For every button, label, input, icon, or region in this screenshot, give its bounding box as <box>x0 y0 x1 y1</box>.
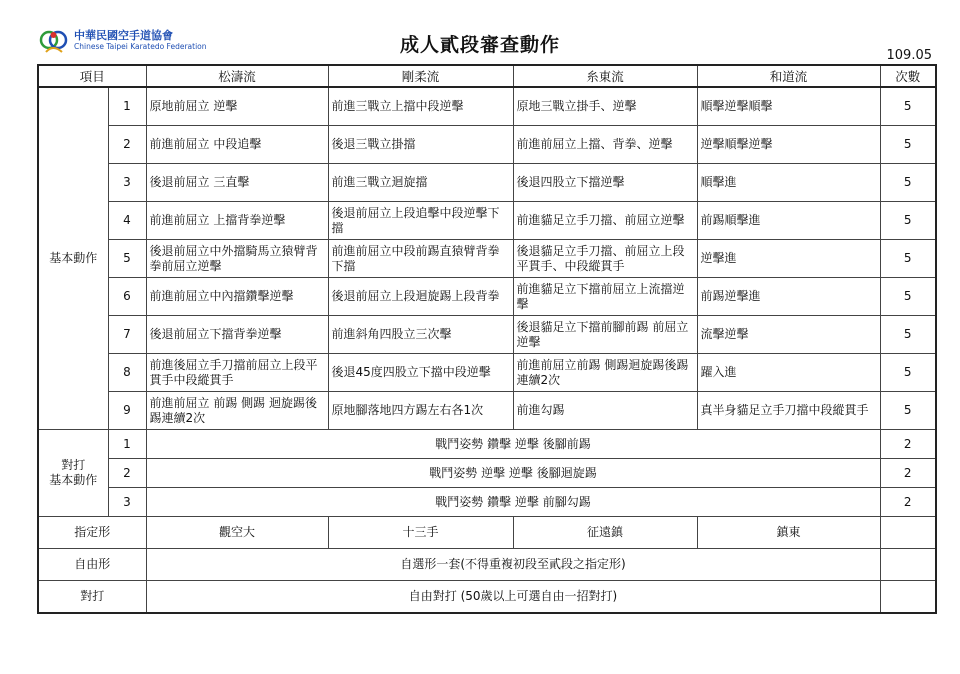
table-row <box>38 202 936 240</box>
kumite-count-empty <box>880 581 936 614</box>
cell-wado: 前踢逆擊進 <box>697 278 880 316</box>
document-date: 109.05 <box>886 48 932 63</box>
header-item: 項目 <box>38 65 146 87</box>
exam-table <box>37 64 937 614</box>
kata-wado: 鎮東 <box>697 517 880 549</box>
row-number: 3 <box>108 488 146 517</box>
paired-category-line2: 基本動作 <box>49 473 98 487</box>
cell-count: 5 <box>880 316 936 354</box>
cell-goju: 前進三戰立上擋中段逆擊 <box>328 87 513 126</box>
kumite-label: 對打 <box>38 581 146 614</box>
row-number: 5 <box>108 240 146 278</box>
table-row <box>38 392 936 430</box>
cell-goju: 前進三戰立迴旋擋 <box>328 164 513 202</box>
cell-shotokan: 前進前屈立中內擋鑽擊逆擊 <box>146 278 328 316</box>
kumite-row <box>38 581 936 614</box>
cell-wado: 真半身貓足立手刀擋中段縱貫手 <box>697 392 880 430</box>
row-number: 9 <box>108 392 146 430</box>
cell-shito: 前進前屈立前踢 側踢迴旋踢後踢連續2次 <box>513 354 697 392</box>
header-shito: 糸東流 <box>513 65 697 87</box>
cell-shotokan: 前進前屈立 前踢 側踢 迴旋踢後踢連續2次 <box>146 392 328 430</box>
org-name-cn: 中華民國空手道協會 <box>74 29 173 42</box>
paired-cell: 戰鬥姿勢 鑽擊 逆擊 前腳勾踢 <box>146 488 880 517</box>
kata-label: 指定形 <box>38 517 146 549</box>
paired-cell: 戰鬥姿勢 逆擊 逆擊 後腳迴旋踢 <box>146 459 880 488</box>
free-kata-text: 自選形一套(不得重複初段至貳段之指定形) <box>146 549 880 581</box>
row-number: 1 <box>108 87 146 126</box>
table-row <box>38 87 936 126</box>
cell-goju: 原地腳落地四方踢左右各1次 <box>328 392 513 430</box>
cell-shito: 前進前屈立上擋、背拳、逆擊 <box>513 126 697 164</box>
cell-count: 5 <box>880 240 936 278</box>
free-kata-count-empty <box>880 549 936 581</box>
kata-shotokan: 觀空大 <box>146 517 328 549</box>
cell-goju: 前進前屈立中段前踢直猿臂背拳下擋 <box>328 240 513 278</box>
cell-shito: 前進貓足立下擋前屈立上流擋逆擊 <box>513 278 697 316</box>
cell-wado: 順擊逆擊順擊 <box>697 87 880 126</box>
table-row <box>38 278 936 316</box>
table-header-row <box>38 65 936 87</box>
cell-wado: 前踢順擊進 <box>697 202 880 240</box>
kumite-text: 自由對打 (50歲以上可選自由一招對打) <box>146 581 880 614</box>
row-number: 2 <box>108 126 146 164</box>
table-row <box>38 126 936 164</box>
cell-shotokan: 後退前屈立 三直擊 <box>146 164 328 202</box>
free-kata-row <box>38 549 936 581</box>
cell-shotokan: 前進前屈立 上擋背拳逆擊 <box>146 202 328 240</box>
free-kata-label: 自由形 <box>38 549 146 581</box>
table-row <box>38 354 936 392</box>
row-number: 7 <box>108 316 146 354</box>
cell-shotokan: 前進前屈立 中段追擊 <box>146 126 328 164</box>
kata-goju: 十三手 <box>328 517 513 549</box>
header-wado: 和道流 <box>697 65 880 87</box>
table-row <box>38 430 936 459</box>
cell-goju: 後退三戰立掛擋 <box>328 126 513 164</box>
header-count: 次數 <box>880 65 936 87</box>
header-goju: 剛柔流 <box>328 65 513 87</box>
cell-count: 5 <box>880 354 936 392</box>
page-title: 成人貳段審查動作 <box>399 34 560 56</box>
paired-category <box>38 430 108 517</box>
cell-count: 2 <box>880 430 936 459</box>
cell-shito: 原地三戰立掛手、逆擊 <box>513 87 697 126</box>
cell-shito: 後退四股立下擋逆擊 <box>513 164 697 202</box>
cell-wado: 順擊進 <box>697 164 880 202</box>
table-row <box>38 316 936 354</box>
cell-count: 5 <box>880 164 936 202</box>
cell-count: 5 <box>880 202 936 240</box>
kata-shito: 征遠鎮 <box>513 517 697 549</box>
header-shotokan: 松濤流 <box>146 65 328 87</box>
table-row <box>38 459 936 488</box>
cell-count: 5 <box>880 392 936 430</box>
basic-category: 基本動作 <box>38 87 108 430</box>
row-number: 8 <box>108 354 146 392</box>
kata-row <box>38 517 936 549</box>
paired-cell: 戰鬥姿勢 鑽擊 逆擊 後腳前踢 <box>146 430 880 459</box>
paired-category-line1: 對打 <box>61 458 86 472</box>
cell-count: 5 <box>880 126 936 164</box>
cell-wado: 流擊逆擊 <box>697 316 880 354</box>
cell-count: 2 <box>880 488 936 517</box>
table-row <box>38 488 936 517</box>
cell-count: 2 <box>880 459 936 488</box>
cell-shito: 後退貓足立下擋前腳前踢 前屈立逆擊 <box>513 316 697 354</box>
cell-wado: 逆擊順擊逆擊 <box>697 126 880 164</box>
cell-shotokan: 後退前屈立中外擋騎馬立猿臂背拳前屈立逆擊 <box>146 240 328 278</box>
cell-goju: 後退前屈立上段迴旋踢上段背拳 <box>328 278 513 316</box>
cell-goju: 後退前屈立上段追擊中段逆擊下擋 <box>328 202 513 240</box>
cell-shito: 前進貓足立手刀擋、前屈立逆擊 <box>513 202 697 240</box>
cell-wado: 逆擊進 <box>697 240 880 278</box>
cell-count: 5 <box>880 278 936 316</box>
kata-count-empty <box>880 517 936 549</box>
cell-shotokan: 原地前屈立 逆擊 <box>146 87 328 126</box>
cell-count: 5 <box>880 87 936 126</box>
cell-shotokan: 前進後屈立手刀擋前屈立上段平貫手中段縱貫手 <box>146 354 328 392</box>
cell-wado: 躍入進 <box>697 354 880 392</box>
cell-goju: 前進斜角四股立三次擊 <box>328 316 513 354</box>
cell-shito: 前進勾踢 <box>513 392 697 430</box>
cell-shito: 後退貓足立手刀擋、前屈立上段平貫手、中段縱貫手 <box>513 240 697 278</box>
row-number: 3 <box>108 164 146 202</box>
cell-goju: 後退45度四股立下擋中段逆擊 <box>328 354 513 392</box>
table-row <box>38 164 936 202</box>
row-number: 4 <box>108 202 146 240</box>
row-number: 2 <box>108 459 146 488</box>
org-name-en: Chinese Taipei Karatedo Federation <box>74 42 207 51</box>
row-number: 6 <box>108 278 146 316</box>
table-row <box>38 240 936 278</box>
row-number: 1 <box>108 430 146 459</box>
cell-shotokan: 後退前屈立下擋背拳逆擊 <box>146 316 328 354</box>
